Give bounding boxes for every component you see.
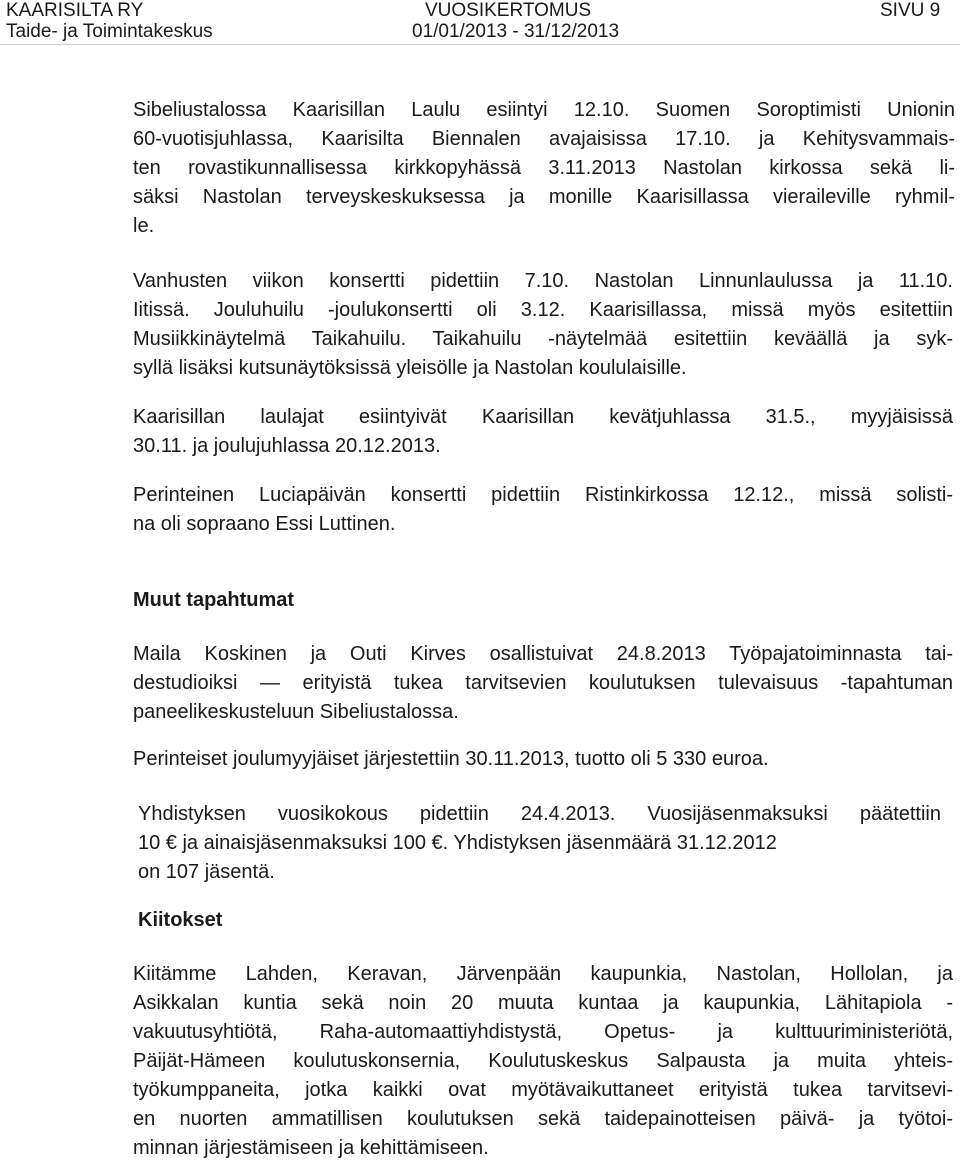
header-organization: KAARISILTA RY	[6, 0, 144, 21]
text-line: Iitissä. Jouluhuilu -joulukonsertti oli 3.12. Kaarisillassa, missä myös esitettiin	[133, 299, 953, 321]
text-line: 30.11. ja joulujuhlassa 20.12.2013.	[133, 435, 441, 457]
text-line: Kiitämme Lahden, Keravan, Järvenpään kaupunkia, Nastolan, Hollolan, ja	[133, 963, 953, 985]
text-line: syllä lisäksi kutsunäytöksissä yleisölle ja Nastolan koululaisille.	[133, 357, 687, 379]
paragraph-sibeliustalo-performances	[133, 96, 955, 241]
text-line: vakuutusyhtiötä, Raha-automaattiyhdistystä, Opetus- ja kulttuuriministeriötä,	[133, 1021, 953, 1043]
paragraph-lucia-concert	[133, 481, 953, 539]
text-line: säksi Nastolan terveyskeskuksessa ja monille Kaarisillassa vieraileville ryhmil-	[133, 186, 955, 208]
heading-thanks: Kiitokset	[138, 909, 223, 931]
text-line: työkumppaneita, jotka kaikki ovat myötävaikuttaneet erityistä tukea tarvitsevi-	[133, 1079, 953, 1101]
paragraph-acknowledgements	[133, 960, 953, 1163]
header-center-name: Taide- ja Toimintakeskus	[6, 21, 213, 42]
text-line: Päijät-Hämeen koulutuskonsernia, Koulutuskeskus Salpausta ja muita yhteis-	[133, 1050, 953, 1072]
text-line: paneelikeskusteluun Sibeliustalossa.	[133, 701, 459, 723]
text-line: 10 € ja ainaisjäsenmaksuksi 100 €. Yhdistyksen jäsenmäärä 31.12.2012	[138, 832, 777, 854]
text-line: Kaarisillan laulajat esiintyivät Kaarisillan kevätjuhlassa 31.5., myyjäisissä	[133, 406, 953, 428]
paragraph-panel-discussion	[133, 640, 953, 727]
text-line: Perinteinen Luciapäivän konsertti pidettiin Ristinkirkossa 12.12., missä solisti-	[133, 484, 953, 506]
header-report-period: 01/01/2013 - 31/12/2013	[412, 21, 620, 42]
text-line: Sibeliustalossa Kaarisillan Laulu esiintyi 12.10. Suomen Soroptimisti Unionin	[133, 99, 955, 121]
text-line: Musiikkinäytelmä Taikahuilu. Taikahuilu -näytelmää esitettiin keväällä ja syk-	[133, 328, 953, 350]
text-line: Perinteiset joulumyyjäiset järjestettiin 30.11.2013, tuotto oli 5 330 euroa.	[133, 748, 769, 770]
paragraph-christmas-fair	[133, 745, 953, 774]
text-line: Yhdistyksen vuosikokous pidettiin 24.4.2013. Vuosijäsenmaksuksi päätettiin	[138, 803, 941, 825]
text-line: Vanhusten viikon konsertti pidettiin 7.10. Nastolan Linnunlaulussa ja 11.10.	[133, 270, 953, 292]
page-header	[0, 0, 960, 44]
header-report-title: VUOSIKERTOMUS	[425, 0, 592, 21]
paragraph-elderly-week-concerts	[133, 267, 953, 383]
text-line: minnan järjestämiseen ja kehittämiseen.	[133, 1137, 489, 1159]
text-line: destudioiksi — erityistä tukea tarvitsevien koulutuksen tulevaisuus -tapahtuman	[133, 672, 953, 694]
heading-other-events: Muut tapahtumat	[133, 589, 295, 611]
header-divider	[0, 44, 960, 45]
text-line: na oli sopraano Essi Luttinen.	[133, 513, 396, 535]
text-line: on 107 jäsentä.	[138, 861, 275, 883]
text-line: 60-vuotisjuhlassa, Kaarisilta Biennalen avajaisissa 17.10. ja Kehitysvammais-	[133, 128, 955, 150]
header-page-number: SIVU 9	[880, 0, 941, 21]
text-line: Asikkalan kuntia sekä noin 20 muuta kuntaa ja kaupunkia, Lähitapiola -	[133, 992, 953, 1014]
text-line: ten rovastikunnallisessa kirkkopyhässä 3.11.2013 Nastolan kirkossa sekä li-	[133, 157, 955, 179]
text-line: en nuorten ammatillisen koulutuksen sekä taidepainotteisen päivä- ja työtoi-	[133, 1108, 953, 1130]
paragraph-annual-meeting	[138, 800, 941, 887]
text-line: Maila Koskinen ja Outi Kirves osallistuivat 24.8.2013 Työpajatoiminnasta tai-	[133, 643, 953, 665]
text-line: le.	[133, 215, 155, 237]
paragraph-singers-performances	[133, 403, 953, 461]
